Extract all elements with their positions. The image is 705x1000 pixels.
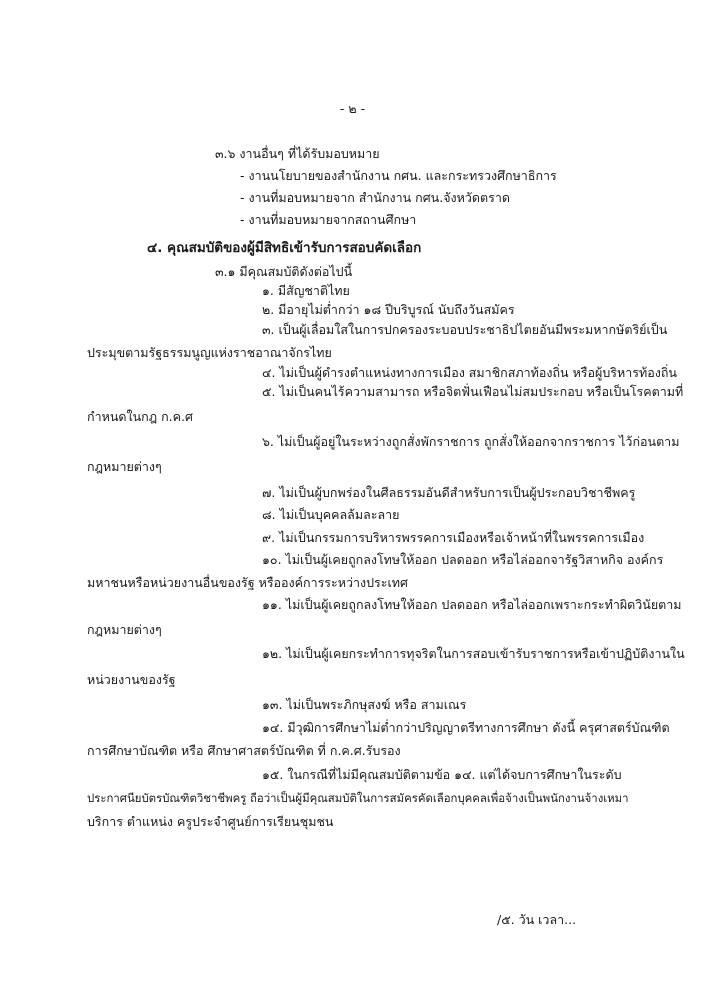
qualification-line: ๑๓. ไม่เป็นพระภิกษุสงฆ์ หรือ สามเณร bbox=[262, 697, 467, 712]
qualification-line: ๑๐. ไม่เป็นผู้เคยถูกลงโทษให้ออก ปลดออก หรือไล่ออกจารัฐวิสาหกิจ องค์กร bbox=[262, 552, 664, 567]
qualification-line: ๒. มีอายุไม่ต่ำกว่า ๑๘ ปีบริบูรณ์ นับถึงวันสมัคร bbox=[262, 302, 515, 317]
qualification-line: ๗. ไม่เป็นผู้บกพร่องในศีลธรรมอันดีสำหรับการเป็นผู้ประกอบวิชาชีพครู bbox=[262, 485, 636, 500]
qualification-line-continued: ประกาศนียบัตรบัณฑิตวิชาชีพครู ถือว่าเป็นผู้มีคุณสมบัติในการสมัครคัดเลือกบุคคลเพื่อจ้างเป็นพนักงานจ้างเหมา bbox=[87, 791, 629, 805]
qualification-line-continued: กฎหมายต่างๆ bbox=[87, 459, 162, 474]
qualification-line: ๓. เป็นผู้เลื่อมใสในการปกครองระบอบประชาธิปไตยอันมีพระมหากษัตริย์เป็น bbox=[262, 322, 668, 337]
qualification-line-continued: กำหนดในกฎ ก.ค.ศ bbox=[87, 409, 193, 424]
qualification-line: ๑๒. ไม่เป็นผู้เคยกระทำการทุจริตในการสอบเข้ารับราชการหรือเข้าปฏิบัติงานใน bbox=[262, 646, 685, 661]
qualification-line: ๖. ไม่เป็นผู้อยู่ในระหว่างถูกสั่งพักราชการ ถูกสั่งให้ออกจากราชการ ไว้ก่อนตาม bbox=[262, 434, 680, 449]
page-number: - ๒ - bbox=[339, 101, 366, 116]
qualification-line-continued: ประมุขตามรัฐธรรมนูญแห่งราชอาณาจักรไทย bbox=[87, 345, 332, 360]
qualification-line: ๙. ไม่เป็นกรรมการบริหารพรรคการเมืองหรือเจ้าหน้าที่ในพรรคการเมือง bbox=[262, 530, 645, 545]
qualification-line: ๔. ไม่เป็นผู้ดำรงตำแหน่งทางการเมือง สมาชิกสภาท้องถิ่น หรือผู้บริหารท้องถิ่น bbox=[262, 365, 677, 380]
qualification-line: ๑๕. ในกรณีที่ไม่มีคุณสมบัติตามข้อ ๑๔. แต่ได้จบการศึกษาในระดับ bbox=[262, 767, 622, 782]
qualification-line-continued: กฎหมายต่างๆ bbox=[87, 622, 162, 637]
qualification-line: ๘. ไม่เป็นบุคคลล้มละลาย bbox=[262, 507, 400, 522]
section-3-6-heading: ๓.๖ งานอื่นๆ ที่ได้รับมอบหมาย bbox=[215, 146, 380, 161]
qualification-line: ๕. ไม่เป็นคนไร้ความสามารถ หรือจิตฟั่นเฟือนไม่สมประกอบ หรือเป็นโรคตามที่ bbox=[262, 384, 684, 399]
qualification-line-continued: การศึกษาบัณฑิต หรือ ศึกษาศาสตร์บัณฑิต ที่ ก.ค.ศ.รับรอง bbox=[87, 743, 401, 758]
section-4-heading: ๔. คุณสมบัติของผู้มีสิทธิเข้ารับการสอบคัดเลือก bbox=[147, 240, 422, 256]
continuation-note: /๕. วัน เวลา... bbox=[497, 912, 577, 927]
qualification-line-continued: หน่วยงานของรัฐ bbox=[87, 672, 176, 687]
task-item: - งานนโยบายของสำนักงาน กศน. และกระทรวงศึกษาธิการ bbox=[240, 168, 557, 183]
qualification-line: ๑๔. มีวุฒิการศึกษาไม่ต่ำกว่าปริญญาตรีทางการศึกษา ดังนี้ ครุศาสตร์บัณฑิต bbox=[262, 720, 670, 735]
task-item: - งานที่มอบหมายจากสถานศึกษา bbox=[240, 212, 417, 227]
qualification-line-continued: มหาชนหรือหน่วยงานอื่นของรัฐ หรือองค์การระหว่างประเทศ bbox=[87, 575, 408, 590]
qualification-line-continued: บริการ ตำแหน่ง ครูประจำศูนย์การเรียนชุมชน bbox=[87, 814, 334, 829]
task-item: - งานที่มอบหมายจาก สำนักงาน กศน.จังหวัดตราด bbox=[240, 190, 510, 205]
qualification-line: ๑๑. ไม่เป็นผู้เคยถูกลงโทษให้ออก ปลดออก หรือไล่ออกเพราะกระทำผิดวินัยตาม bbox=[262, 597, 682, 612]
section-4-subheading: ๓.๑ มีคุณสมบัติดังต่อไปนี้ bbox=[215, 264, 353, 279]
qualification-line: ๑. มีสัญชาติไทย bbox=[262, 283, 350, 298]
